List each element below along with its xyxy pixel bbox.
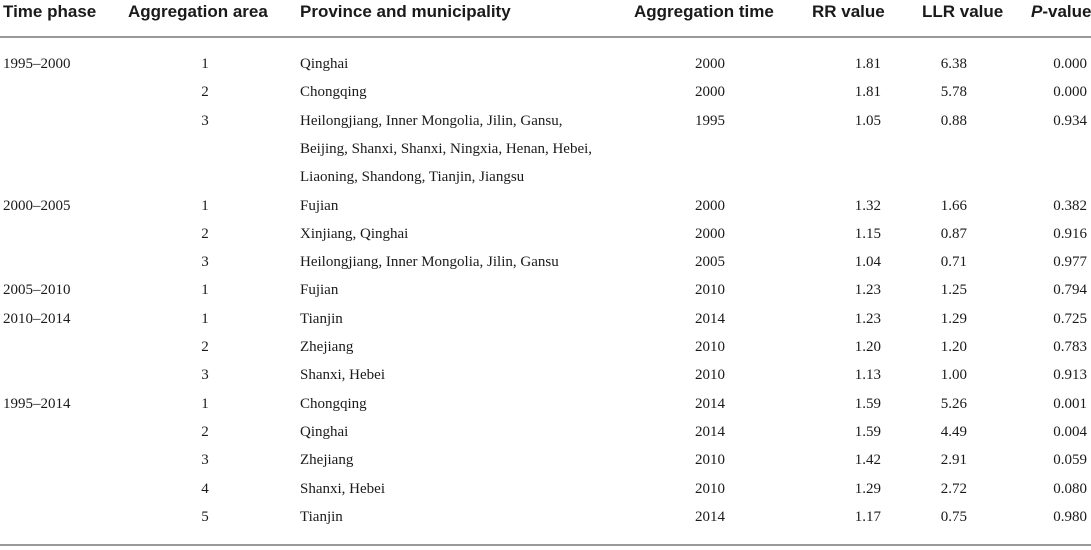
cell-llr-value: 0.75	[940, 508, 967, 525]
cell-aggregation-time: 2005	[695, 254, 725, 271]
cell-province: Chongqing	[300, 84, 367, 101]
table-row	[0, 361, 1091, 389]
cell-llr-value: 5.78	[940, 84, 967, 101]
cell-province: Chongqing	[300, 395, 367, 412]
header-llr-value: LLR value	[922, 2, 1004, 21]
table-header	[0, 0, 1091, 26]
cell-p-value: 0.977	[1053, 254, 1087, 271]
cell-p-value: 0.382	[1053, 197, 1087, 214]
cell-p-value: 0.000	[1053, 84, 1087, 101]
cell-aggregation-time: 2010	[695, 480, 725, 497]
table-row	[0, 248, 1091, 276]
cell-province: Shanxi, Hebei	[300, 367, 385, 384]
header-time-phase: Time phase	[3, 2, 97, 21]
cell-aggregation-area: 2	[201, 339, 209, 355]
cell-time-phase: 1995–2014	[3, 395, 71, 412]
cell-province: Liaoning, Shandong, Tianjin, Jiangsu	[300, 169, 525, 186]
cell-aggregation-time: 1995	[695, 112, 725, 129]
cell-p-value: 0.980	[1053, 508, 1087, 525]
cell-aggregation-area: 2	[201, 84, 209, 101]
cell-p-value: 0.059	[1053, 452, 1087, 469]
cell-llr-value: 1.20	[940, 339, 967, 355]
cell-aggregation-area: 5	[201, 508, 209, 525]
cell-aggregation-area: 3	[201, 254, 209, 271]
cell-llr-value: 1.00	[940, 367, 967, 384]
table-row	[0, 50, 1091, 78]
cell-aggregation-area: 2	[201, 423, 209, 440]
cell-aggregation-area: 1	[201, 310, 209, 327]
header-province: Province and municipality	[300, 2, 511, 21]
cell-llr-value: 0.88	[940, 112, 967, 129]
cell-time-phase: 1995–2000	[3, 56, 71, 72]
cell-aggregation-time: 2000	[695, 225, 725, 242]
table-row	[0, 503, 1091, 531]
cell-llr-value: 0.71	[940, 254, 967, 271]
cell-province: Heilongjiang, Inner Mongolia, Jilin, Gansu	[300, 254, 559, 271]
cell-aggregation-time: 2010	[695, 339, 725, 355]
cell-time-phase: 2005–2010	[3, 282, 71, 299]
cell-aggregation-area: 3	[201, 452, 209, 469]
cell-rr-value: 1.32	[854, 197, 881, 214]
cell-province: Fujian	[300, 197, 339, 214]
cell-aggregation-time: 2014	[695, 395, 725, 412]
cell-rr-value: 1.23	[854, 282, 881, 299]
cell-rr-value: 1.04	[854, 254, 881, 271]
table-row	[0, 475, 1091, 503]
cell-rr-value: 1.17	[854, 508, 881, 525]
cell-llr-value: 2.72	[940, 480, 967, 497]
cell-llr-value: 5.26	[940, 395, 967, 412]
table-row	[0, 220, 1091, 248]
cell-province: Zhejiang	[300, 452, 354, 469]
header-rr-value: RR value	[812, 2, 885, 21]
cell-rr-value: 1.15	[854, 225, 881, 242]
cell-time-phase: 2010–2014	[3, 310, 71, 327]
cell-aggregation-time: 2000	[695, 56, 725, 72]
cell-aggregation-area: 1	[201, 395, 209, 412]
table-row	[0, 333, 1091, 361]
cell-aggregation-time: 2000	[695, 197, 725, 214]
cell-p-value: 0.794	[1053, 282, 1087, 299]
cell-p-value: 0.913	[1053, 367, 1087, 384]
cell-p-value: 0.000	[1053, 56, 1087, 72]
cell-p-value: 0.783	[1053, 339, 1087, 355]
cell-p-value: 0.080	[1053, 480, 1087, 497]
cell-aggregation-time: 2000	[695, 84, 725, 101]
cell-rr-value: 1.23	[854, 310, 881, 327]
cell-rr-value: 1.59	[854, 423, 881, 440]
cell-rr-value: 1.05	[854, 112, 881, 129]
table-row	[0, 135, 1091, 163]
cell-aggregation-area: 4	[201, 480, 209, 497]
cell-aggregation-time: 2010	[695, 367, 725, 384]
cell-province: Qinghai	[300, 56, 349, 72]
cell-aggregation-time: 2014	[695, 508, 725, 525]
cell-p-value: 0.004	[1053, 423, 1087, 440]
cell-province: Tianjin	[300, 310, 343, 327]
cell-aggregation-area: 1	[201, 56, 209, 72]
bottom-rule	[0, 544, 1091, 546]
cell-rr-value: 1.81	[854, 56, 881, 72]
header-p-rest: -value	[1042, 2, 1091, 21]
cell-rr-value: 1.81	[854, 84, 881, 101]
cell-llr-value: 1.25	[940, 282, 967, 299]
table-row	[0, 78, 1091, 106]
table-row	[0, 446, 1091, 474]
cell-llr-value: 1.29	[940, 310, 967, 327]
table-row	[0, 276, 1091, 304]
cell-p-value: 0.934	[1053, 112, 1087, 129]
header-aggregation-area: Aggregation area	[128, 2, 268, 21]
cell-aggregation-area: 3	[201, 112, 209, 129]
table-row	[0, 418, 1091, 446]
cell-p-value: 0.725	[1053, 310, 1087, 327]
cell-aggregation-area: 1	[201, 282, 209, 299]
cell-aggregation-area: 3	[201, 367, 209, 384]
cell-llr-value: 0.87	[940, 225, 967, 242]
cell-province: Tianjin	[300, 508, 343, 525]
cell-rr-value: 1.20	[854, 339, 881, 355]
cell-aggregation-area: 2	[201, 225, 209, 242]
cell-rr-value: 1.42	[854, 452, 881, 469]
cell-aggregation-time: 2010	[695, 282, 725, 299]
table-row	[0, 163, 1091, 191]
cell-province: Shanxi, Hebei	[300, 480, 385, 497]
cell-p-value: 0.916	[1053, 225, 1087, 242]
cell-province: Beijing, Shanxi, Shanxi, Ningxia, Henan, Hebei,	[300, 140, 593, 157]
cell-province: Qinghai	[300, 423, 349, 440]
cell-province: Heilongjiang, Inner Mongolia, Jilin, Gansu,	[300, 112, 563, 129]
header-p-value	[1031, 2, 1091, 22]
cell-province: Zhejiang	[300, 339, 354, 355]
cell-aggregation-time: 2014	[695, 423, 725, 440]
cell-rr-value: 1.13	[854, 367, 881, 384]
cell-llr-value: 1.66	[940, 197, 967, 214]
table-row	[0, 390, 1091, 418]
cell-province: Xinjiang, Qinghai	[300, 225, 409, 242]
cell-llr-value: 4.49	[940, 423, 967, 440]
cell-province: Fujian	[300, 282, 339, 299]
cell-aggregation-time: 2010	[695, 452, 725, 469]
table-row	[0, 305, 1091, 333]
header-aggregation-time: Aggregation time	[634, 2, 774, 21]
header-p-italic: P	[1031, 2, 1043, 21]
cell-llr-value: 6.38	[940, 56, 967, 72]
table-row	[0, 107, 1091, 135]
cell-aggregation-area: 1	[201, 197, 209, 214]
table-row	[0, 192, 1091, 220]
cell-rr-value: 1.29	[854, 480, 881, 497]
cell-time-phase: 2000–2005	[3, 197, 71, 214]
cell-rr-value: 1.59	[854, 395, 881, 412]
cell-aggregation-time: 2014	[695, 310, 725, 327]
cell-p-value: 0.001	[1053, 395, 1087, 412]
cell-llr-value: 2.91	[940, 452, 967, 469]
header-rule	[0, 36, 1091, 38]
